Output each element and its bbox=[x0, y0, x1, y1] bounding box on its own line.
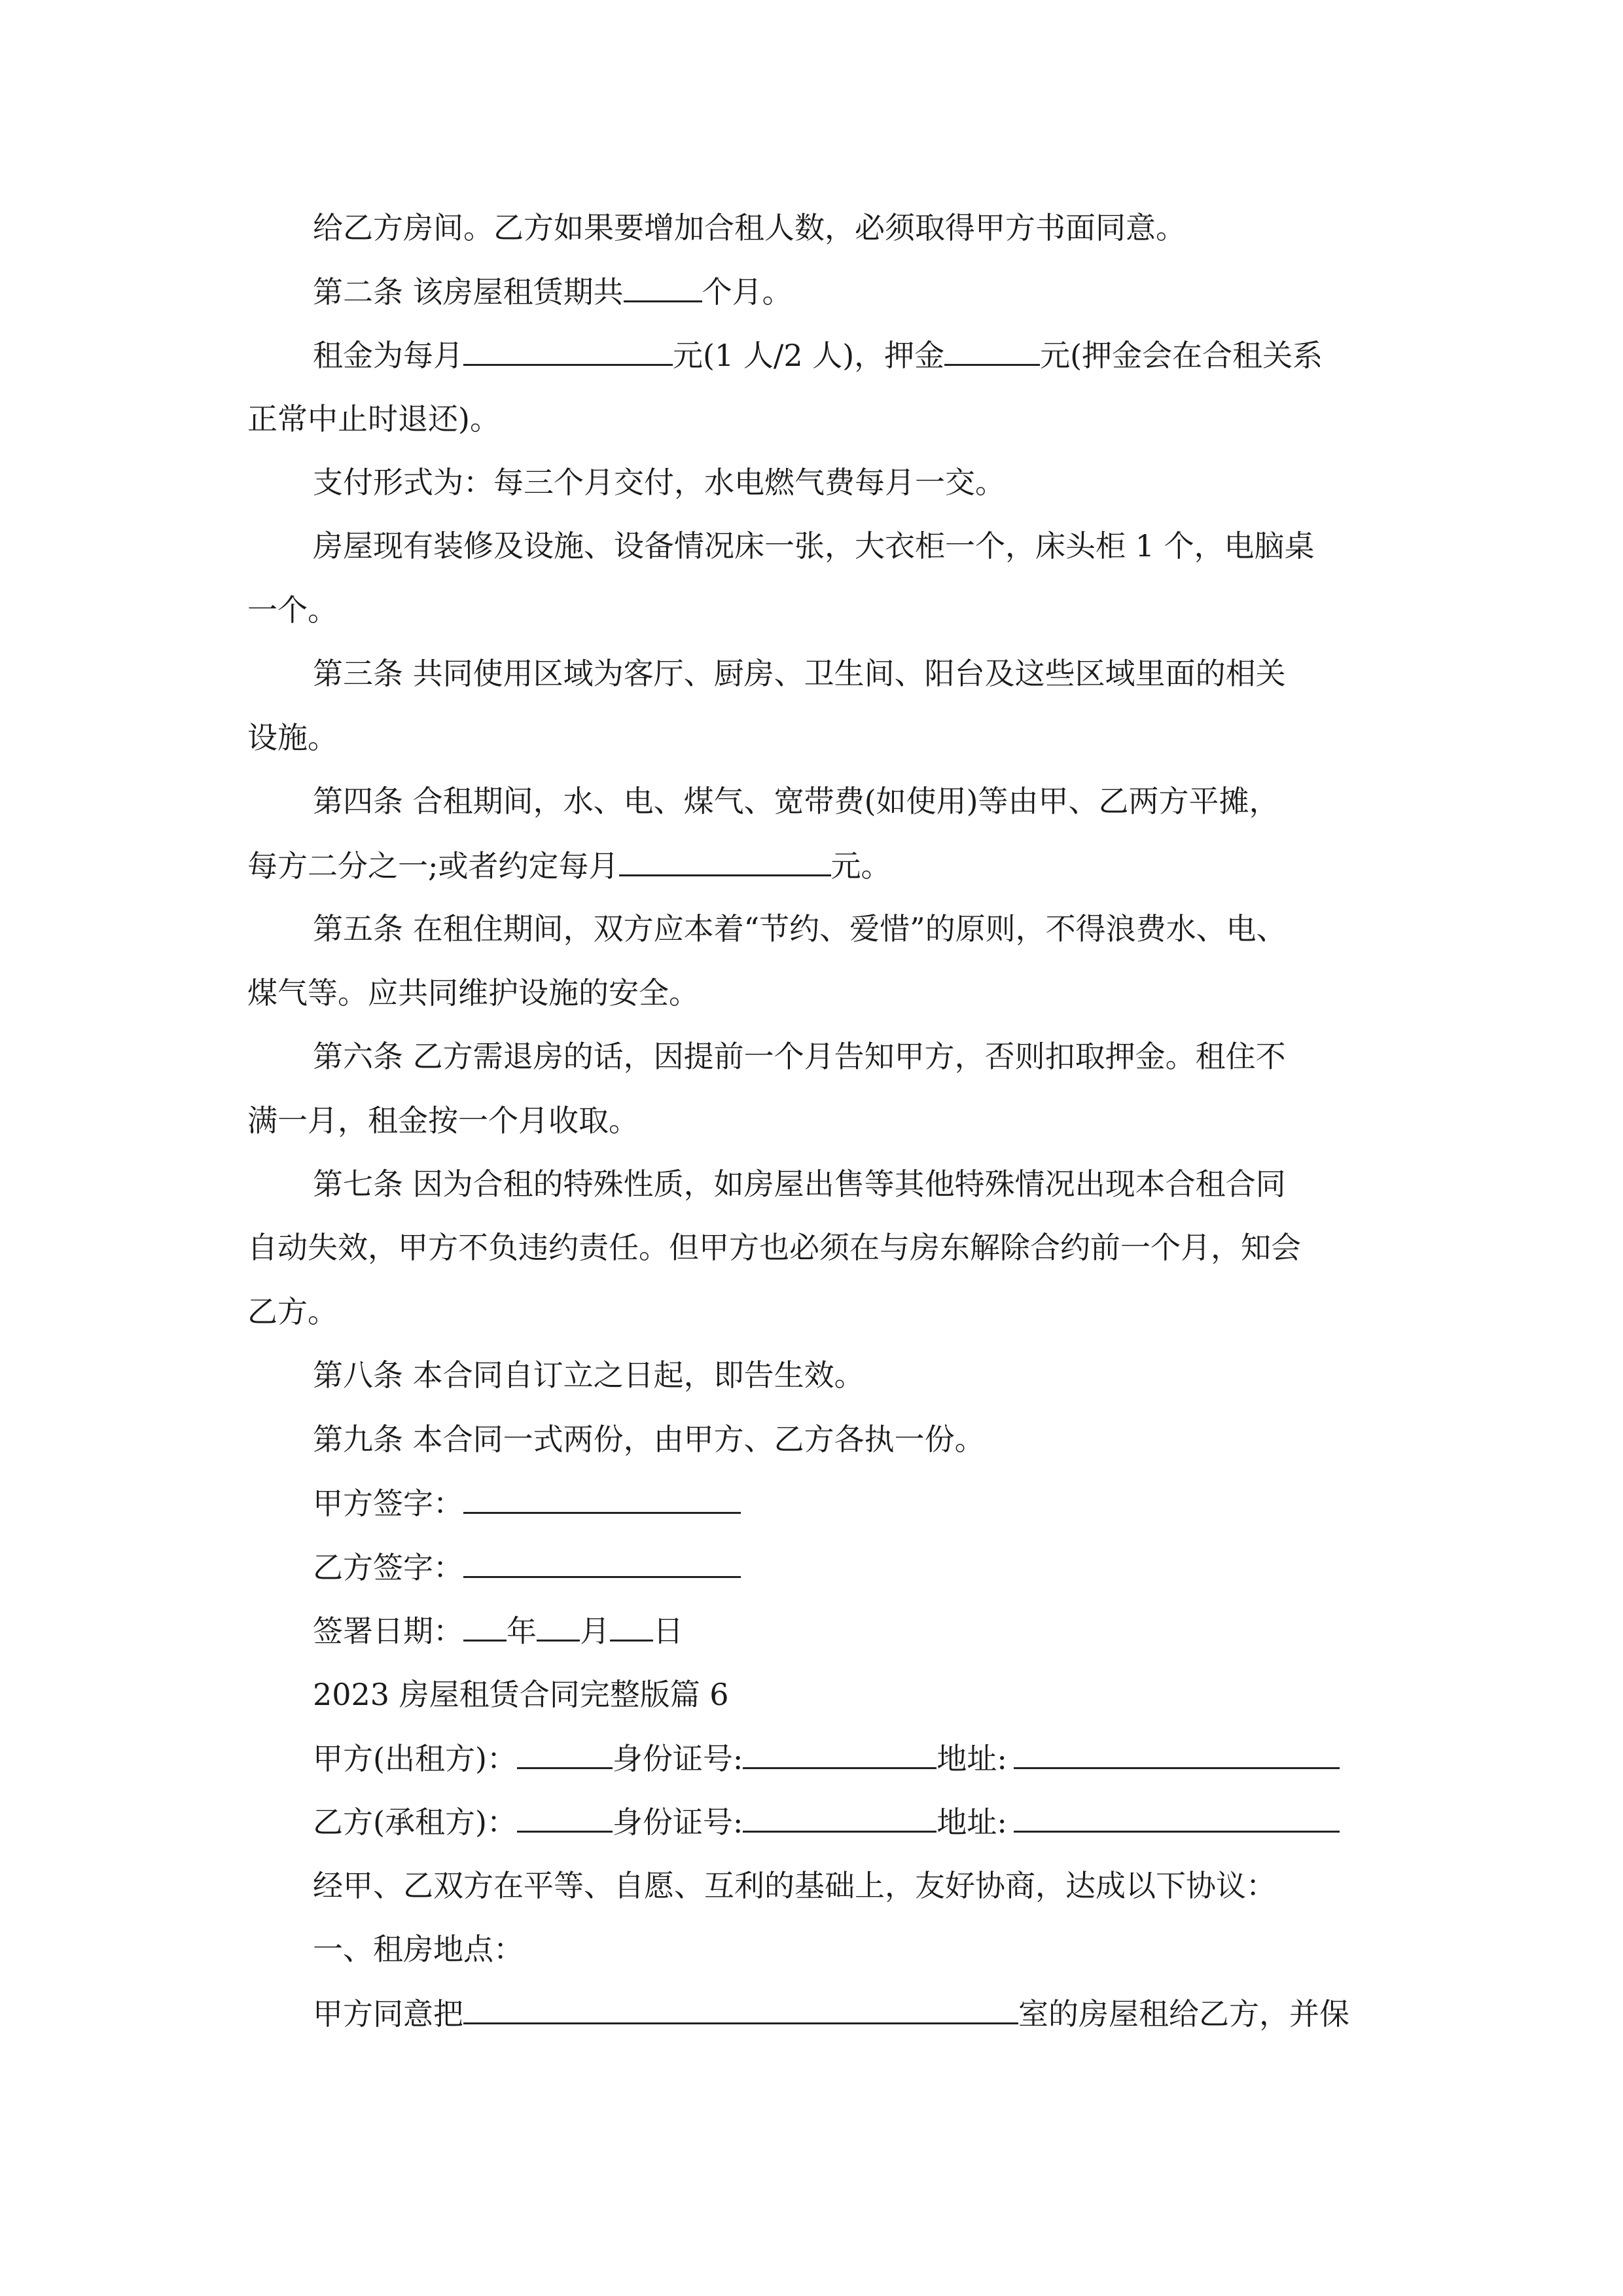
lessor-label: 甲方(出租方)： bbox=[313, 1741, 517, 1776]
lessor-id-label: 身份证号: bbox=[612, 1741, 743, 1776]
paragraph-line: 第七条 因为合租的特殊性质，如房屋出售等其他特殊情况出现本合租合同 bbox=[313, 1166, 1286, 1202]
month-blank bbox=[537, 1611, 580, 1641]
day-blank bbox=[610, 1611, 653, 1641]
rental-location-text: 甲方同意把 bbox=[313, 1996, 463, 2032]
unit-months-text: 个月。 bbox=[702, 274, 793, 310]
lessor-id-blank bbox=[743, 1738, 936, 1769]
party-a-signature-line bbox=[313, 1483, 741, 1523]
paragraph-line: 第九条 本合同一式两份，由甲方、乙方各执一份。 bbox=[313, 1422, 985, 1457]
paragraph-line: 设施。 bbox=[247, 720, 338, 755]
lessor-name-blank bbox=[517, 1738, 613, 1769]
party-b-signature-label: 乙方签字： bbox=[313, 1550, 463, 1585]
paragraph-line: 一个。 bbox=[247, 592, 338, 628]
lessor-line bbox=[313, 1738, 1340, 1778]
lessor-address-blank bbox=[1014, 1738, 1340, 1769]
party-a-signature-blank bbox=[463, 1483, 741, 1514]
year-text: 年 bbox=[507, 1613, 537, 1649]
month-text: 月 bbox=[580, 1613, 610, 1649]
clause-2-line bbox=[313, 272, 793, 312]
utilities-line bbox=[247, 846, 891, 886]
lease-term-blank bbox=[624, 272, 702, 302]
rental-location-line bbox=[313, 1994, 1349, 2034]
paragraph-line: 第五条 在租住期间，双方应本着“节约、爱惜”的原则，不得浪费水、电、 bbox=[313, 911, 1287, 946]
party-b-signature-blank bbox=[463, 1547, 741, 1578]
section-heading: 一、租房地点： bbox=[313, 1931, 524, 1967]
lessee-id-label: 身份证号: bbox=[612, 1804, 743, 1840]
lessee-line bbox=[313, 1802, 1340, 1842]
signing-date-line bbox=[313, 1611, 683, 1651]
paragraph-line: 第四条 合租期间，水、电、煤气、宽带费(如使用)等由甲、乙两方平摊， bbox=[313, 783, 1279, 819]
paragraph-line: 满一月，租金按一个月收取。 bbox=[247, 1103, 639, 1138]
lessee-name-blank bbox=[517, 1802, 613, 1833]
party-b-signature-line bbox=[313, 1547, 741, 1587]
room-address-blank bbox=[463, 1994, 1018, 2024]
lessee-id-blank bbox=[743, 1802, 936, 1833]
paragraph-line: 房屋现有装修及设施、设备情况床一张，大衣柜一个，床头柜 1 个，电脑桌 bbox=[313, 528, 1315, 564]
lessee-address-blank bbox=[1014, 1802, 1340, 1833]
deposit-blank bbox=[944, 335, 1040, 366]
paragraph-line: 支付形式为：每三个月交付，水电燃气费每月一交。 bbox=[313, 465, 1005, 500]
day-text: 日 bbox=[653, 1613, 683, 1649]
clause-2-text: 第二条 该房屋租赁期共 bbox=[313, 274, 624, 310]
unit-yuan-text: 元。 bbox=[830, 848, 891, 884]
rent-label: 租金为每月 bbox=[313, 338, 463, 373]
paragraph-line: 经甲、乙双方在平等、自愿、互利的基础上，友好协商，达成以下协议： bbox=[313, 1868, 1276, 1903]
signing-date-label: 签署日期： bbox=[313, 1613, 463, 1649]
rental-location-tail: 室的房屋租给乙方，并保 bbox=[1018, 1996, 1349, 2032]
utilities-amount-blank bbox=[619, 846, 831, 876]
section-heading: 2023 房屋租赁合同完整版篇 6 bbox=[313, 1677, 729, 1712]
party-a-signature-label: 甲方签字： bbox=[313, 1486, 463, 1521]
paragraph-line: 第三条 共同使用区域为客厅、厨房、卫生间、阳台及这些区域里面的相关 bbox=[313, 656, 1286, 691]
paragraph-line: 第六条 乙方需退房的话，因提前一个月告知甲方，否则扣取押金。租住不 bbox=[313, 1039, 1286, 1074]
paragraph-line: 煤气等。应共同维护设施的安全。 bbox=[247, 975, 699, 1011]
paragraph-line: 乙方。 bbox=[247, 1294, 338, 1329]
year-blank bbox=[463, 1611, 507, 1641]
lessee-address-label: 地址: bbox=[936, 1804, 1007, 1840]
paragraph-line: 给乙方房间。乙方如果要增加合租人数，必须取得甲方书面同意。 bbox=[313, 210, 1186, 245]
rent-line bbox=[313, 335, 1323, 375]
paragraph-line: 自动失效，甲方不负违约责任。但甲方也必须在与房东解除合约前一个月，知会 bbox=[247, 1230, 1301, 1265]
deposit-label: 元(1 人/2 人)，押金 bbox=[673, 338, 945, 373]
utilities-text: 每方二分之一;或者约定每月 bbox=[247, 848, 619, 884]
lessor-address-label: 地址: bbox=[936, 1741, 1007, 1776]
paragraph-line: 正常中止时退还)。 bbox=[247, 401, 500, 437]
deposit-note: 元(押金会在合租关系 bbox=[1040, 338, 1323, 373]
rent-blank bbox=[463, 335, 673, 366]
paragraph-line: 第八条 本合同自订立之日起，即告生效。 bbox=[313, 1357, 865, 1393]
lessee-label: 乙方(承租方)： bbox=[313, 1804, 517, 1840]
